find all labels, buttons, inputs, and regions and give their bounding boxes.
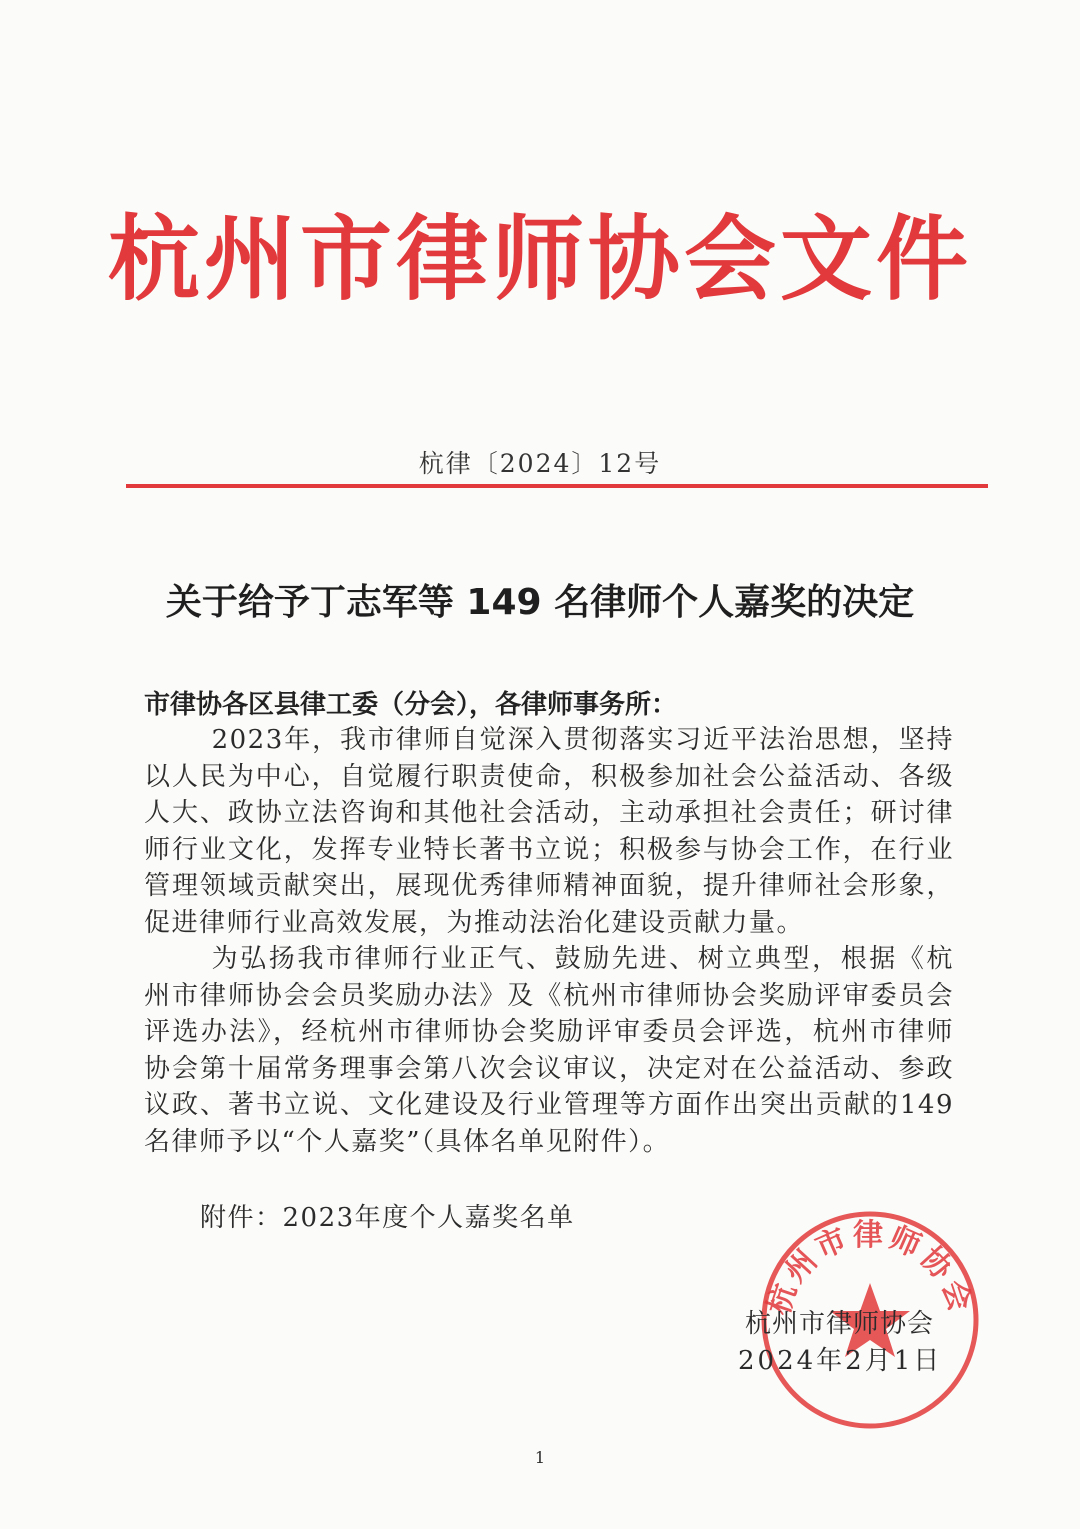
document-title: 关于给予丁志军等 149 名律师个人嘉奖的决定 <box>165 582 915 623</box>
svg-text:杭州市律师协会: 杭州市律师协会 <box>761 1217 979 1320</box>
body-paragraph-1: 2023年，我市律师自觉深入贯彻落实习近平法治思想，坚持以人民为中心，自觉履行职责使命，积极参加社会公益活动、各级人大、政协立法咨询和其他社会活动，主动承担社会责任；研讨律师行业文化，发挥专业特长著书立说；积极参与协会工作，在行业管理领域贡献突出，展现优秀律师精神面貌，提升律师社会形象，促进律师行业高效发展，为推动法治化建设贡献力量。 <box>144 725 954 938</box>
page-number: 1 <box>534 1448 546 1467</box>
document-number: 杭律〔2024〕12号 <box>418 449 662 478</box>
masthead-title: 杭州市律师协会文件 <box>107 206 972 313</box>
body-paragraph-2: 为弘扬我市律师行业正气、鼓励先进、树立典型，根据《杭州市律师协会会员奖励办法》及《杭州市律师协会奖励评审委员会评选办法》，经杭州市律师协会奖励评审委员会评选，杭州市律师协会第十届常务理事会第八次会议审议，决定对在公益活动、参政议政、著书立说、文化建设及行业管理等方面作出突出贡献的149名律师予以“个人嘉奖”（具体名单见附件）。 <box>144 944 954 1157</box>
salutation: 市律协各区县律工委（分会），各律师事务所： <box>144 690 678 720</box>
attachment-note: 附件：2023年度个人嘉奖名单 <box>200 1203 575 1233</box>
red-divider-line <box>126 484 988 488</box>
signing-date: 2024年2月1日 <box>738 1346 943 1376</box>
signing-organization: 杭州市律师协会 <box>745 1309 935 1339</box>
